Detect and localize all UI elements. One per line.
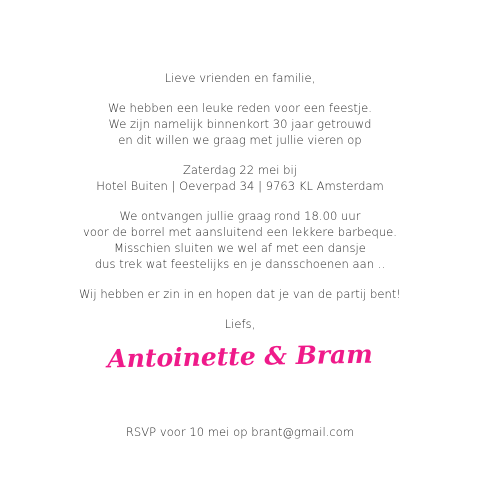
program-line-1: We ontvangen jullie graag rond 18.00 uur <box>119 209 361 223</box>
intro-line-3: en dit willen we graag met jullie vieren op <box>118 133 362 147</box>
event-date: Zaterdag 22 mei bij <box>183 163 297 177</box>
event-location: Hotel Buiten | Oeverpad 34 | 9763 KL Amsterdam <box>96 179 384 193</box>
closing-line: Wij hebben er zin in en hopen dat je van de partij bent! <box>78 287 402 301</box>
intro-line-2: We zijn namelijk binnenkort 30 jaar getrouwd <box>108 117 372 131</box>
program-line-3: Misschien sluiten we wel af met een dansje <box>114 241 366 255</box>
greeting: Lieve vrienden en familie, <box>164 71 316 85</box>
program-line-2: voor de borrel met aansluitend een lekkere barbeque. <box>82 225 397 239</box>
intro-line-1: We hebben een leuke reden voor een feestje. <box>107 101 373 115</box>
signoff: Liefs, <box>224 317 256 331</box>
program-line-4: dus trek wat feestelijks en je dansschoenen aan .. <box>94 257 386 271</box>
couple-names: Antoinette & Bram <box>107 339 373 374</box>
rsvp-line: RSVP voor 10 mei op brant@gmail.com <box>125 425 355 439</box>
